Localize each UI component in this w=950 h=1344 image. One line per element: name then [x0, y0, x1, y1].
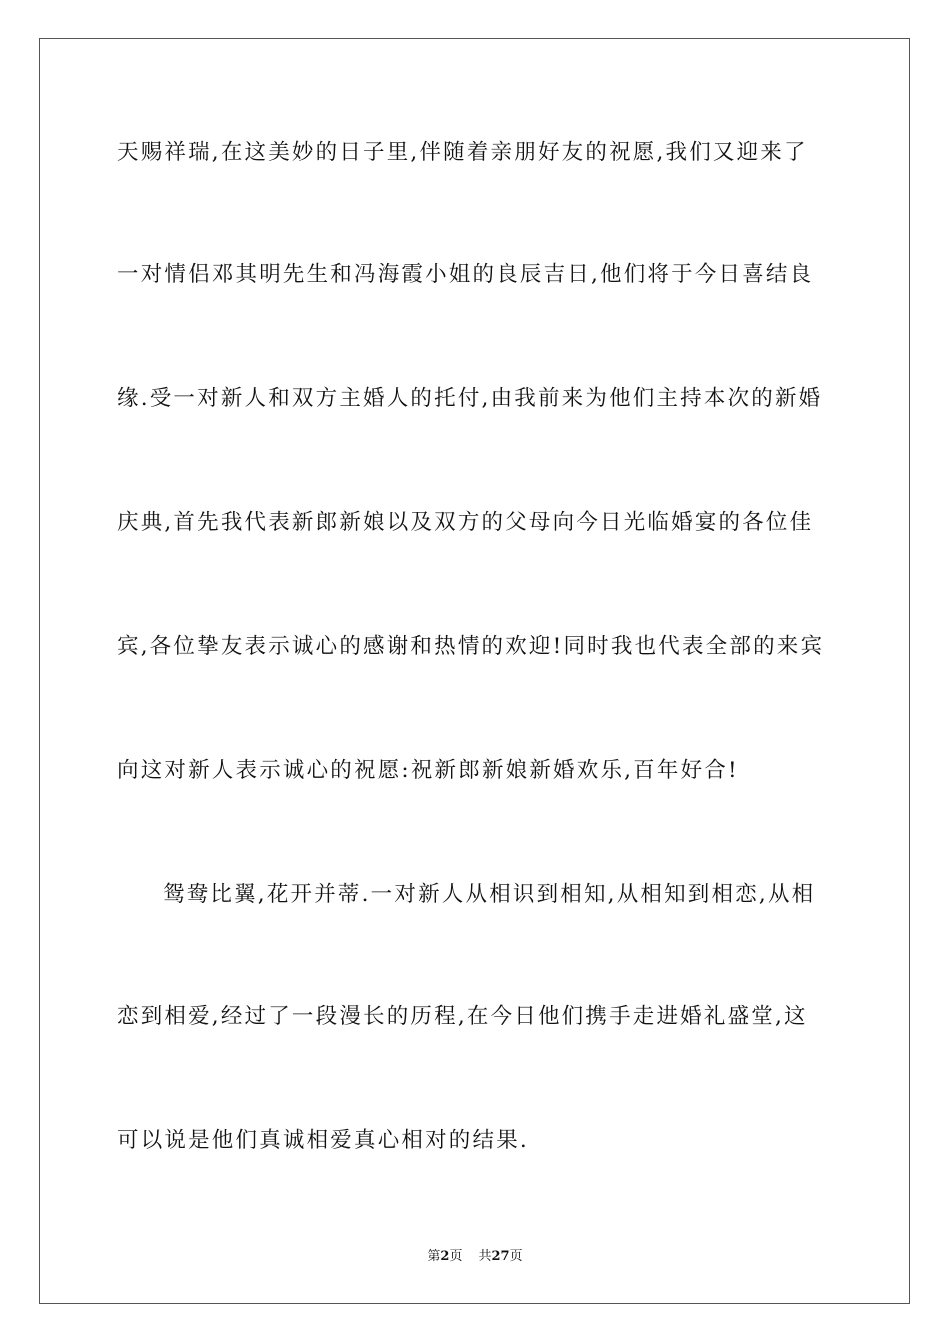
text-line: 向这对新人表示诚心的祝愿:祝新郎新娘新婚欢乐,百年好合!: [117, 758, 739, 783]
page-border: [39, 38, 910, 1304]
total-suffix: 页: [509, 1249, 523, 1264]
page-number: 2: [440, 1249, 450, 1264]
page-footer: [0, 1248, 950, 1266]
text-line: 宾,各位挚友表示诚心的感谢和热情的欢迎!同时我也代表全部的来宾: [117, 634, 825, 659]
page-suffix: 页: [449, 1249, 463, 1264]
text-line: 可以说是他们真诚相爱真心相对的结果.: [117, 1128, 529, 1153]
text-line: 庆典,首先我代表新郎新娘以及双方的父母向今日光临婚宴的各位佳: [117, 510, 814, 535]
text-line: 一对情侣邓其明先生和冯海霞小姐的良辰吉日,他们将于今日喜结良: [117, 262, 814, 287]
text-line-indented: 鸳鸯比翼,花开并蒂.一对新人从相识到相知,从相知到相恋,从相: [163, 882, 816, 907]
total-prefix: 共: [478, 1249, 492, 1264]
text-line: 天赐祥瑞,在这美妙的日子里,伴随着亲朋好友的祝愿,我们又迎来了: [117, 140, 808, 165]
page-prefix: 第: [427, 1249, 441, 1264]
text-line: 缘.受一对新人和双方主婚人的托付,由我前来为他们主持本次的新婚: [117, 386, 823, 411]
total-pages: 27: [491, 1249, 510, 1264]
text-line: 恋到相爱,经过了一段漫长的历程,在今日他们携手走进婚礼盛堂,这: [117, 1004, 808, 1029]
